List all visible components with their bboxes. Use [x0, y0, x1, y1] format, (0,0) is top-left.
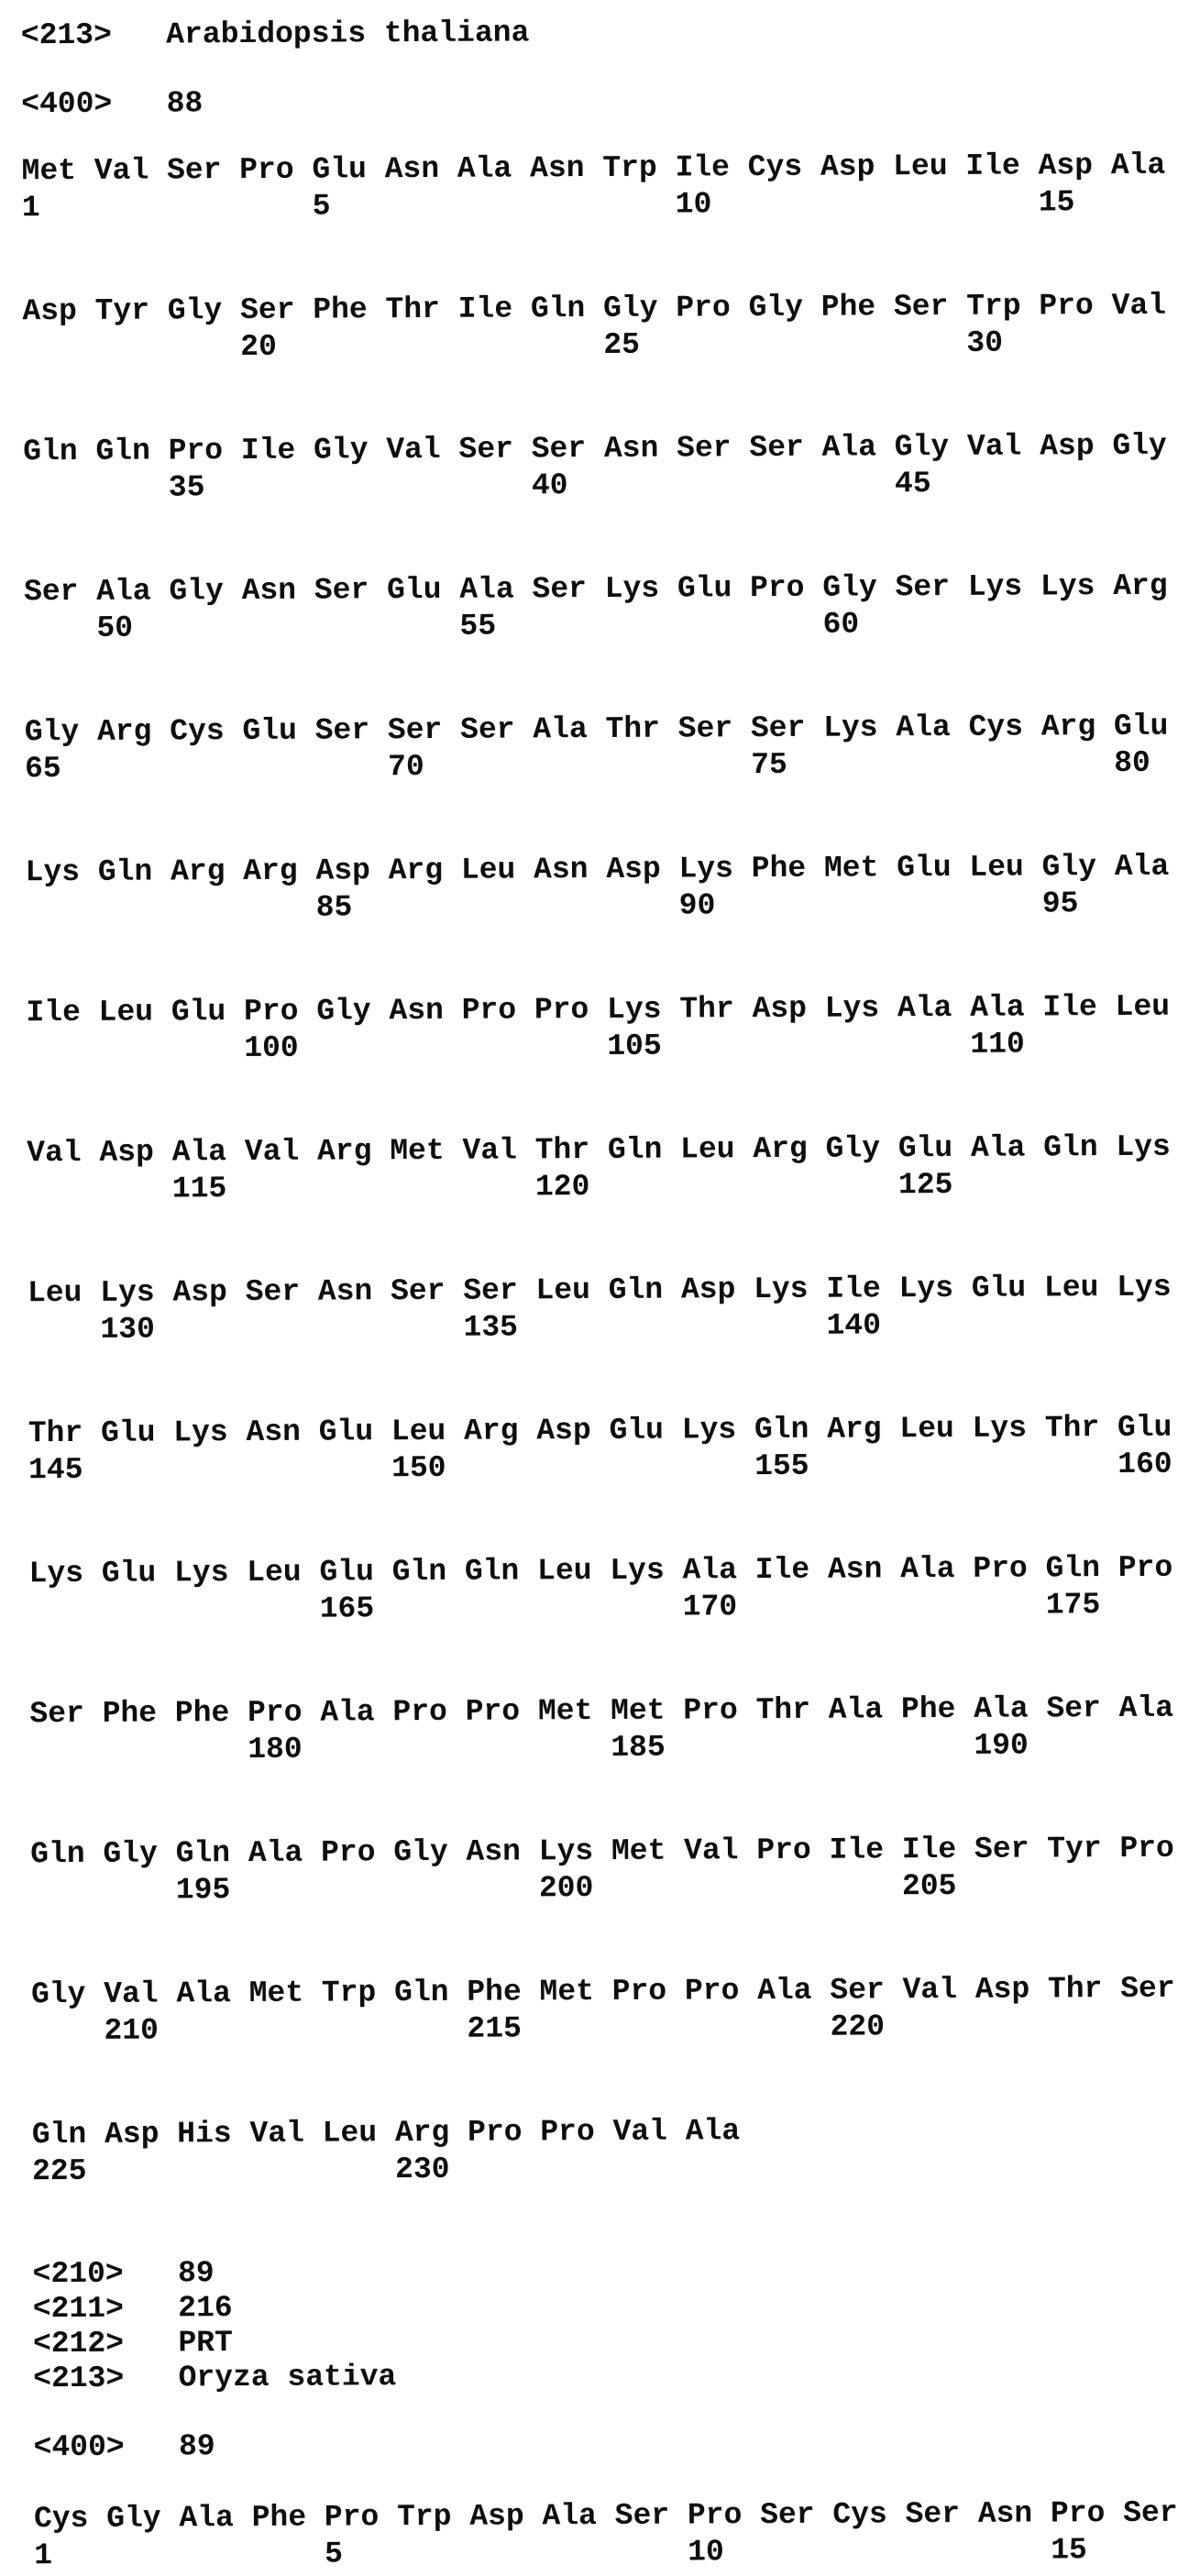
sequence-row [29, 1550, 1200, 1630]
sequence-type: PRT [178, 2326, 233, 2361]
residues-line: Leu Lys Asp Ser Asn Ser Ser Leu Gln Asp Lys Ile Lys Glu Leu Lys [27, 1270, 1172, 1311]
sequence-number: 88 [166, 86, 204, 121]
numeric-identifier-213b: <213> [33, 2361, 125, 2396]
position-numbers-line: 115 120 125 [27, 1167, 953, 1207]
position-numbers-line: 130 135 140 [28, 1308, 882, 1348]
sequence-row [24, 568, 1196, 648]
sequence-row [25, 709, 1197, 788]
field-212-line [33, 2321, 1200, 2362]
position-numbers-line: 210 215 220 [31, 2009, 886, 2049]
residues-line: Ser Phe Phe Pro Ala Pro Pro Met Met Pro Thr Ala Phe Ala Ser Ala [29, 1690, 1174, 1732]
residues-line: Val Asp Ala Val Arg Met Val Thr Gln Leu Arg Gly Glu Ala Gln Lys [27, 1129, 1171, 1171]
sequence-row [31, 1971, 1200, 2051]
field-211-line [33, 2286, 1200, 2328]
sequence-89-block [34, 2495, 1200, 2575]
numeric-identifier-400: <400> [21, 86, 113, 122]
position-numbers-line: 20 25 30 [22, 325, 1004, 366]
residues-line: Lys Glu Lys Leu Glu Gln Gln Leu Lys Ala Ile Asn Ala Pro Gln Pro [28, 1550, 1173, 1591]
position-numbers-line: 85 90 95 [25, 886, 1079, 927]
residues-line: Asp Tyr Gly Ser Phe Thr Ile Gln Gly Pro Gly Phe Ser Trp Pro Val [22, 288, 1167, 329]
numeric-identifier-210: <210> [32, 2256, 124, 2292]
position-numbers-line: 1 5 10 15 [34, 2533, 1087, 2573]
position-numbers-line: 165 170 175 [28, 1588, 1101, 1628]
position-numbers-line: 225 230 [31, 2152, 450, 2189]
sequence-row [23, 428, 1195, 508]
residues-line: Met Val Ser Pro Glu Asn Ala Asn Trp Ile Cys Asp Leu Ile Asp Ala [21, 148, 1166, 189]
sequence-row [28, 1410, 1200, 1490]
numeric-identifier-212: <212> [32, 2326, 125, 2361]
field-213-line [33, 2356, 1200, 2397]
field-213-organism-line [21, 12, 1194, 55]
numeric-identifier-211: <211> [32, 2291, 124, 2327]
position-numbers-line: 195 200 205 [30, 1868, 957, 1909]
numeric-identifier-400b: <400> [33, 2429, 125, 2465]
sequence-length: 216 [178, 2291, 233, 2326]
sequence-row [34, 2495, 1200, 2575]
sequence-number-2: 89 [178, 2429, 215, 2464]
sequence-row [22, 288, 1194, 368]
position-numbers-line: 65 70 75 80 [24, 745, 1150, 787]
residues-line: Thr Glu Lys Asn Glu Leu Arg Asp Glu Lys Gln Arg Leu Lys Thr Glu [28, 1410, 1172, 1451]
field-400-sequence-line [21, 81, 1194, 124]
residues-line: Gly Val Ala Met Trp Gln Phe Met Pro Pro Ala Ser Val Asp Thr Ser [30, 1971, 1175, 2012]
sequence-row [28, 1270, 1200, 1349]
sequence-id-number: 89 [177, 2256, 215, 2291]
numeric-identifier-213: <213> [20, 17, 112, 53]
residues-line: Cys Gly Ala Phe Pro Trp Asp Ala Ser Pro Ser Cys Ser Asn Pro Ser [33, 2495, 1178, 2537]
position-numbers-line: 145 150 155 160 [28, 1447, 1172, 1488]
residues-line: Gln Gln Pro Ile Gly Val Ser Ser Asn Ser Ser Ala Gly Val Asp Gly [23, 428, 1167, 469]
field-210-line [33, 2251, 1200, 2293]
residues-line: Gly Arg Cys Glu Ser Ser Ser Ala Thr Ser Ser Lys Ala Cys Arg Glu [24, 709, 1169, 750]
sequence-89-meta-block [33, 2251, 1200, 2397]
residues-line: Ser Ala Gly Asn Ser Glu Ala Ser Lys Glu Pro Gly Ser Lys Lys Arg [23, 568, 1168, 610]
field-400-sequence-89-line [34, 2424, 1200, 2467]
sequence-row [26, 849, 1198, 929]
position-numbers-line: 100 105 110 [26, 1027, 1025, 1067]
position-numbers-line: 35 40 45 [23, 467, 931, 506]
sequence-88-block [22, 148, 1200, 2191]
sequence-row [29, 1690, 1200, 1770]
position-numbers-line: 50 55 60 [24, 607, 860, 646]
sequence-row [26, 989, 1198, 1069]
residues-line: Gln Asp His Val Leu Arg Pro Pro Val Ala [31, 2114, 741, 2152]
sequence-row [27, 1129, 1199, 1209]
residues-line: Gln Gly Gln Ala Pro Gly Asn Lys Met Val Pro Ile Ile Ser Tyr Pro [30, 1831, 1174, 1872]
organism-name-2: Oryza sativa [178, 2360, 397, 2395]
position-numbers-line: 180 185 190 [29, 1728, 1029, 1768]
organism-name: Arabidopsis thaliana [166, 16, 530, 52]
residues-line: Lys Gln Arg Arg Asp Arg Leu Asn Asp Lys Phe Met Glu Leu Gly Ala [25, 849, 1170, 890]
sequence-row [32, 2111, 1200, 2191]
sequence-row [22, 148, 1194, 227]
sequence-row [30, 1831, 1200, 1910]
position-numbers-line: 1 5 10 15 [21, 185, 1075, 226]
residues-line: Ile Leu Glu Pro Gly Asn Pro Pro Lys Thr Asp Lys Ala Ala Ile Leu [26, 989, 1171, 1030]
